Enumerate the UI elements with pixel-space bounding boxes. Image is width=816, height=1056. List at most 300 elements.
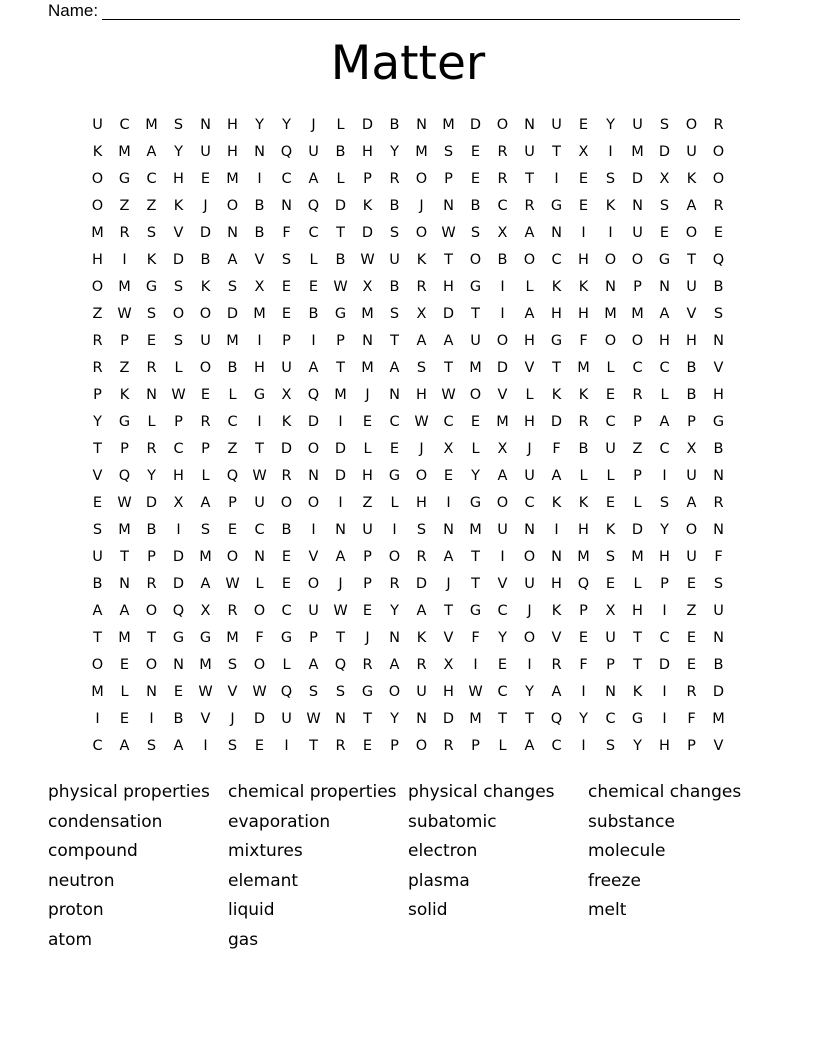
grid-letter[interactable]: O: [415, 738, 428, 754]
grid-letter[interactable]: I: [554, 171, 559, 187]
grid-letter[interactable]: R: [416, 549, 427, 565]
grid-letter[interactable]: A: [551, 468, 562, 484]
grid-letter[interactable]: B: [497, 252, 508, 268]
grid-letter[interactable]: R: [686, 684, 697, 700]
grid-letter[interactable]: D: [496, 360, 509, 376]
grid-letter[interactable]: E: [173, 684, 184, 700]
grid-letter[interactable]: I: [149, 711, 154, 727]
grid-letter[interactable]: B: [686, 360, 697, 376]
grid-letter[interactable]: P: [606, 657, 615, 673]
grid-letter[interactable]: R: [119, 225, 130, 241]
grid-letter[interactable]: P: [174, 414, 183, 430]
grid-letter[interactable]: R: [227, 603, 238, 619]
grid-letter[interactable]: S: [146, 306, 157, 322]
grid-letter[interactable]: P: [201, 441, 210, 457]
grid-letter[interactable]: U: [200, 333, 211, 349]
grid-letter[interactable]: A: [524, 306, 535, 322]
grid-letter[interactable]: S: [416, 522, 427, 538]
grid-letter[interactable]: U: [200, 144, 211, 160]
grid-letter[interactable]: M: [118, 279, 131, 295]
grid-letter[interactable]: E: [281, 549, 292, 565]
grid-letter[interactable]: U: [524, 468, 535, 484]
grid-letter[interactable]: U: [308, 144, 319, 160]
grid-letter[interactable]: B: [254, 225, 265, 241]
grid-letter[interactable]: K: [578, 279, 589, 295]
grid-letter[interactable]: X: [281, 387, 292, 403]
grid-letter[interactable]: O: [307, 441, 320, 457]
grid-letter[interactable]: V: [227, 684, 238, 700]
grid-letter[interactable]: H: [362, 468, 373, 484]
grid-letter[interactable]: T: [471, 306, 480, 322]
grid-letter[interactable]: O: [388, 684, 401, 700]
grid-letter[interactable]: P: [282, 333, 291, 349]
grid-letter[interactable]: Y: [390, 711, 399, 727]
grid-letter[interactable]: A: [308, 657, 319, 673]
grid-letter[interactable]: Z: [227, 441, 238, 457]
grid-letter[interactable]: O: [685, 117, 698, 133]
grid-letter[interactable]: T: [525, 711, 534, 727]
grid-letter[interactable]: B: [713, 657, 724, 673]
grid-letter[interactable]: C: [389, 414, 400, 430]
grid-letter[interactable]: D: [631, 171, 644, 187]
grid-letter[interactable]: O: [226, 549, 239, 565]
grid-letter[interactable]: K: [146, 252, 157, 268]
grid-letter[interactable]: W: [171, 387, 186, 403]
grid-letter[interactable]: O: [415, 225, 428, 241]
grid-letter[interactable]: F: [579, 657, 588, 673]
grid-letter[interactable]: O: [199, 306, 212, 322]
grid-letter[interactable]: T: [444, 360, 453, 376]
grid-letter[interactable]: I: [527, 657, 532, 673]
grid-letter[interactable]: M: [712, 711, 725, 727]
grid-letter[interactable]: S: [146, 738, 157, 754]
grid-letter[interactable]: H: [632, 603, 643, 619]
grid-letter[interactable]: G: [145, 279, 158, 295]
grid-letter[interactable]: Z: [119, 360, 130, 376]
grid-letter[interactable]: K: [578, 495, 589, 511]
grid-letter[interactable]: M: [631, 549, 644, 565]
grid-letter[interactable]: O: [496, 117, 509, 133]
grid-letter[interactable]: W: [441, 387, 456, 403]
grid-letter[interactable]: W: [468, 684, 483, 700]
grid-letter[interactable]: L: [147, 414, 156, 430]
grid-letter[interactable]: Q: [280, 144, 293, 160]
grid-letter[interactable]: O: [145, 657, 158, 673]
grid-letter[interactable]: W: [333, 279, 348, 295]
grid-letter[interactable]: S: [605, 171, 616, 187]
grid-letter[interactable]: B: [308, 306, 319, 322]
grid-letter[interactable]: O: [631, 333, 644, 349]
grid-letter[interactable]: F: [255, 630, 264, 646]
grid-letter[interactable]: U: [416, 684, 427, 700]
grid-letter[interactable]: C: [281, 603, 292, 619]
grid-letter[interactable]: S: [416, 360, 427, 376]
grid-letter[interactable]: M: [469, 522, 482, 538]
grid-letter[interactable]: Y: [606, 117, 615, 133]
grid-letter[interactable]: K: [686, 171, 697, 187]
grid-letter[interactable]: O: [712, 144, 725, 160]
grid-letter[interactable]: S: [281, 252, 292, 268]
grid-letter[interactable]: O: [685, 225, 698, 241]
grid-letter[interactable]: P: [660, 576, 669, 592]
grid-letter[interactable]: M: [226, 333, 239, 349]
grid-letter[interactable]: N: [146, 684, 157, 700]
grid-letter[interactable]: X: [254, 279, 265, 295]
grid-letter[interactable]: Z: [362, 495, 373, 511]
grid-letter[interactable]: D: [658, 144, 671, 160]
grid-letter[interactable]: K: [416, 630, 427, 646]
grid-letter[interactable]: U: [605, 441, 616, 457]
grid-letter[interactable]: X: [362, 279, 373, 295]
grid-letter[interactable]: K: [92, 144, 103, 160]
grid-letter[interactable]: D: [280, 441, 293, 457]
grid-letter[interactable]: S: [389, 306, 400, 322]
grid-letter[interactable]: M: [469, 360, 482, 376]
grid-letter[interactable]: P: [687, 414, 696, 430]
grid-letter[interactable]: N: [227, 225, 238, 241]
grid-letter[interactable]: J: [365, 630, 370, 646]
grid-letter[interactable]: X: [578, 144, 589, 160]
grid-letter[interactable]: O: [415, 468, 428, 484]
grid-letter[interactable]: C: [659, 441, 670, 457]
grid-letter[interactable]: A: [173, 738, 184, 754]
grid-letter[interactable]: U: [254, 495, 265, 511]
grid-letter[interactable]: I: [554, 522, 559, 538]
grid-letter[interactable]: Y: [498, 630, 507, 646]
grid-letter[interactable]: A: [389, 360, 400, 376]
grid-letter[interactable]: T: [309, 738, 318, 754]
grid-letter[interactable]: O: [523, 630, 536, 646]
grid-letter[interactable]: L: [633, 576, 642, 592]
grid-letter[interactable]: A: [200, 495, 211, 511]
grid-letter[interactable]: O: [469, 387, 482, 403]
grid-letter[interactable]: U: [632, 225, 643, 241]
grid-letter[interactable]: R: [281, 468, 292, 484]
grid-letter[interactable]: M: [118, 630, 131, 646]
grid-letter[interactable]: E: [281, 306, 292, 322]
grid-letter[interactable]: H: [659, 549, 670, 565]
grid-letter[interactable]: E: [362, 738, 373, 754]
grid-letter[interactable]: A: [308, 360, 319, 376]
grid-letter[interactable]: S: [713, 576, 724, 592]
grid-letter[interactable]: Q: [226, 468, 239, 484]
grid-letter[interactable]: Z: [119, 198, 130, 214]
grid-letter[interactable]: O: [226, 198, 239, 214]
grid-letter[interactable]: S: [605, 549, 616, 565]
grid-letter[interactable]: U: [632, 117, 643, 133]
grid-letter[interactable]: D: [307, 414, 320, 430]
grid-letter[interactable]: U: [524, 576, 535, 592]
grid-letter[interactable]: D: [172, 549, 185, 565]
grid-letter[interactable]: R: [578, 414, 589, 430]
grid-letter[interactable]: L: [120, 684, 129, 700]
grid-letter[interactable]: C: [659, 630, 670, 646]
grid-letter[interactable]: C: [281, 171, 292, 187]
grid-letter[interactable]: A: [146, 144, 157, 160]
grid-letter[interactable]: I: [662, 603, 667, 619]
grid-letter[interactable]: I: [473, 657, 478, 673]
grid-letter[interactable]: I: [446, 495, 451, 511]
grid-letter[interactable]: D: [361, 117, 374, 133]
grid-letter[interactable]: T: [390, 333, 399, 349]
grid-letter[interactable]: T: [471, 549, 480, 565]
grid-letter[interactable]: T: [444, 603, 453, 619]
grid-letter[interactable]: A: [200, 576, 211, 592]
grid-letter[interactable]: V: [92, 468, 103, 484]
grid-letter[interactable]: E: [200, 387, 211, 403]
grid-letter[interactable]: M: [442, 117, 455, 133]
grid-letter[interactable]: M: [496, 414, 509, 430]
grid-letter[interactable]: E: [362, 414, 373, 430]
grid-letter[interactable]: G: [280, 630, 293, 646]
grid-letter[interactable]: T: [633, 630, 642, 646]
grid-letter[interactable]: J: [527, 441, 532, 457]
grid-letter[interactable]: J: [365, 387, 370, 403]
grid-letter[interactable]: H: [443, 684, 454, 700]
grid-letter[interactable]: E: [470, 414, 481, 430]
grid-letter[interactable]: W: [333, 603, 348, 619]
grid-letter[interactable]: H: [173, 171, 184, 187]
grid-letter[interactable]: R: [200, 414, 211, 430]
grid-letter[interactable]: D: [253, 711, 266, 727]
grid-letter[interactable]: K: [119, 387, 130, 403]
grid-letter[interactable]: N: [551, 225, 562, 241]
grid-letter[interactable]: D: [712, 684, 725, 700]
grid-letter[interactable]: T: [363, 711, 372, 727]
grid-letter[interactable]: K: [551, 495, 562, 511]
grid-letter[interactable]: Q: [172, 603, 185, 619]
grid-letter[interactable]: E: [146, 333, 157, 349]
grid-letter[interactable]: L: [579, 468, 588, 484]
grid-letter[interactable]: H: [227, 117, 238, 133]
grid-letter[interactable]: V: [497, 576, 508, 592]
grid-letter[interactable]: O: [280, 495, 293, 511]
grid-letter[interactable]: I: [257, 171, 262, 187]
grid-letter[interactable]: B: [146, 522, 157, 538]
grid-letter[interactable]: Q: [577, 576, 590, 592]
grid-letter[interactable]: B: [173, 711, 184, 727]
grid-letter[interactable]: L: [255, 576, 264, 592]
grid-letter[interactable]: Y: [255, 117, 264, 133]
grid-letter[interactable]: L: [174, 360, 183, 376]
grid-letter[interactable]: E: [443, 468, 454, 484]
grid-letter[interactable]: X: [686, 441, 697, 457]
grid-letter[interactable]: C: [524, 495, 535, 511]
grid-letter[interactable]: S: [605, 738, 616, 754]
grid-letter[interactable]: I: [203, 738, 208, 754]
grid-letter[interactable]: T: [633, 657, 642, 673]
grid-letter[interactable]: H: [362, 144, 373, 160]
grid-letter[interactable]: O: [199, 360, 212, 376]
grid-letter[interactable]: C: [308, 225, 319, 241]
grid-letter[interactable]: L: [336, 117, 345, 133]
grid-letter[interactable]: L: [525, 279, 534, 295]
grid-letter[interactable]: B: [389, 117, 400, 133]
grid-letter[interactable]: Z: [632, 441, 643, 457]
grid-letter[interactable]: E: [254, 738, 265, 754]
grid-letter[interactable]: S: [308, 684, 319, 700]
grid-letter[interactable]: U: [686, 468, 697, 484]
grid-letter[interactable]: V: [443, 630, 454, 646]
grid-letter[interactable]: R: [497, 144, 508, 160]
grid-letter[interactable]: M: [226, 630, 239, 646]
grid-letter[interactable]: P: [579, 603, 588, 619]
grid-letter[interactable]: B: [335, 252, 346, 268]
grid-letter[interactable]: W: [441, 225, 456, 241]
grid-letter[interactable]: T: [255, 441, 264, 457]
grid-letter[interactable]: N: [605, 684, 616, 700]
grid-letter[interactable]: O: [415, 171, 428, 187]
grid-letter[interactable]: G: [658, 252, 671, 268]
grid-letter[interactable]: E: [713, 225, 724, 241]
grid-letter[interactable]: S: [200, 522, 211, 538]
grid-letter[interactable]: X: [497, 441, 508, 457]
grid-letter[interactable]: M: [577, 549, 590, 565]
grid-letter[interactable]: A: [659, 306, 670, 322]
grid-letter[interactable]: Q: [712, 252, 725, 268]
grid-letter[interactable]: I: [608, 144, 613, 160]
grid-letter[interactable]: U: [92, 117, 103, 133]
grid-letter[interactable]: T: [120, 549, 129, 565]
grid-letter[interactable]: S: [470, 225, 481, 241]
grid-letter[interactable]: R: [389, 171, 400, 187]
grid-letter[interactable]: T: [687, 252, 696, 268]
grid-letter[interactable]: I: [500, 549, 505, 565]
grid-letter[interactable]: X: [173, 495, 184, 511]
grid-letter[interactable]: X: [497, 225, 508, 241]
grid-letter[interactable]: N: [443, 522, 454, 538]
grid-letter[interactable]: C: [551, 252, 562, 268]
grid-letter[interactable]: O: [496, 495, 509, 511]
grid-letter[interactable]: P: [390, 738, 399, 754]
grid-letter[interactable]: A: [416, 603, 427, 619]
grid-letter[interactable]: N: [524, 522, 535, 538]
grid-letter[interactable]: I: [338, 495, 343, 511]
grid-letter[interactable]: E: [281, 279, 292, 295]
grid-letter[interactable]: U: [686, 279, 697, 295]
grid-letter[interactable]: G: [550, 198, 563, 214]
grid-letter[interactable]: A: [686, 198, 697, 214]
grid-letter[interactable]: N: [659, 279, 670, 295]
grid-letter[interactable]: D: [631, 522, 644, 538]
grid-letter[interactable]: R: [713, 495, 724, 511]
grid-letter[interactable]: R: [146, 441, 157, 457]
grid-letter[interactable]: O: [685, 522, 698, 538]
grid-letter[interactable]: D: [442, 711, 455, 727]
grid-letter[interactable]: C: [632, 360, 643, 376]
grid-letter[interactable]: D: [415, 576, 428, 592]
grid-letter[interactable]: E: [659, 225, 670, 241]
grid-letter[interactable]: U: [92, 549, 103, 565]
grid-letter[interactable]: Y: [633, 738, 642, 754]
grid-letter[interactable]: W: [117, 306, 132, 322]
grid-letter[interactable]: S: [92, 522, 103, 538]
grid-letter[interactable]: P: [363, 576, 372, 592]
grid-letter[interactable]: U: [470, 333, 481, 349]
grid-letter[interactable]: X: [416, 306, 427, 322]
grid-letter[interactable]: J: [203, 198, 208, 214]
grid-letter[interactable]: C: [551, 738, 562, 754]
grid-letter[interactable]: E: [605, 387, 616, 403]
grid-letter[interactable]: H: [254, 360, 265, 376]
grid-letter[interactable]: V: [173, 225, 184, 241]
grid-letter[interactable]: D: [361, 225, 374, 241]
grid-letter[interactable]: E: [686, 630, 697, 646]
grid-letter[interactable]: D: [334, 441, 347, 457]
grid-letter[interactable]: J: [446, 576, 451, 592]
grid-letter[interactable]: G: [550, 333, 563, 349]
grid-letter[interactable]: Y: [525, 684, 534, 700]
grid-letter[interactable]: H: [524, 414, 535, 430]
grid-letter[interactable]: R: [362, 657, 373, 673]
grid-letter[interactable]: Q: [307, 198, 320, 214]
grid-letter[interactable]: F: [471, 630, 480, 646]
grid-letter[interactable]: S: [659, 117, 670, 133]
grid-letter[interactable]: R: [92, 360, 103, 376]
grid-letter[interactable]: B: [254, 198, 265, 214]
grid-letter[interactable]: D: [172, 252, 185, 268]
grid-letter[interactable]: R: [632, 387, 643, 403]
grid-letter[interactable]: Z: [92, 306, 103, 322]
grid-letter[interactable]: A: [443, 333, 454, 349]
grid-letter[interactable]: E: [227, 522, 238, 538]
grid-letter[interactable]: V: [551, 630, 562, 646]
grid-letter[interactable]: L: [633, 495, 642, 511]
grid-letter[interactable]: B: [281, 522, 292, 538]
grid-letter[interactable]: D: [334, 468, 347, 484]
grid-letter[interactable]: H: [659, 738, 670, 754]
grid-letter[interactable]: R: [524, 198, 535, 214]
grid-letter[interactable]: Z: [686, 603, 697, 619]
grid-letter[interactable]: R: [713, 117, 724, 133]
grid-letter[interactable]: I: [338, 414, 343, 430]
grid-letter[interactable]: P: [93, 387, 102, 403]
grid-letter[interactable]: P: [363, 549, 372, 565]
grid-letter[interactable]: H: [173, 468, 184, 484]
grid-letter[interactable]: X: [605, 603, 616, 619]
grid-letter[interactable]: P: [444, 171, 453, 187]
grid-letter[interactable]: H: [551, 576, 562, 592]
grid-letter[interactable]: O: [91, 279, 104, 295]
grid-letter[interactable]: A: [227, 252, 238, 268]
grid-letter[interactable]: T: [147, 630, 156, 646]
grid-letter[interactable]: R: [497, 171, 508, 187]
grid-letter[interactable]: W: [252, 684, 267, 700]
grid-letter[interactable]: W: [117, 495, 132, 511]
grid-letter[interactable]: S: [443, 144, 454, 160]
grid-letter[interactable]: K: [200, 279, 211, 295]
grid-letter[interactable]: D: [226, 306, 239, 322]
grid-letter[interactable]: D: [550, 414, 563, 430]
grid-letter[interactable]: X: [443, 441, 454, 457]
grid-letter[interactable]: M: [604, 306, 617, 322]
grid-letter[interactable]: T: [336, 360, 345, 376]
grid-letter[interactable]: M: [199, 549, 212, 565]
grid-letter[interactable]: Q: [307, 387, 320, 403]
grid-letter[interactable]: N: [416, 117, 427, 133]
grid-letter[interactable]: G: [712, 414, 725, 430]
grid-letter[interactable]: E: [389, 441, 400, 457]
grid-letter[interactable]: Y: [282, 117, 291, 133]
grid-letter[interactable]: M: [226, 171, 239, 187]
grid-letter[interactable]: K: [551, 603, 562, 619]
grid-letter[interactable]: W: [360, 252, 375, 268]
grid-letter[interactable]: J: [419, 441, 424, 457]
grid-letter[interactable]: N: [551, 549, 562, 565]
grid-letter[interactable]: S: [173, 333, 184, 349]
grid-letter[interactable]: Y: [93, 414, 102, 430]
grid-letter[interactable]: O: [253, 603, 266, 619]
